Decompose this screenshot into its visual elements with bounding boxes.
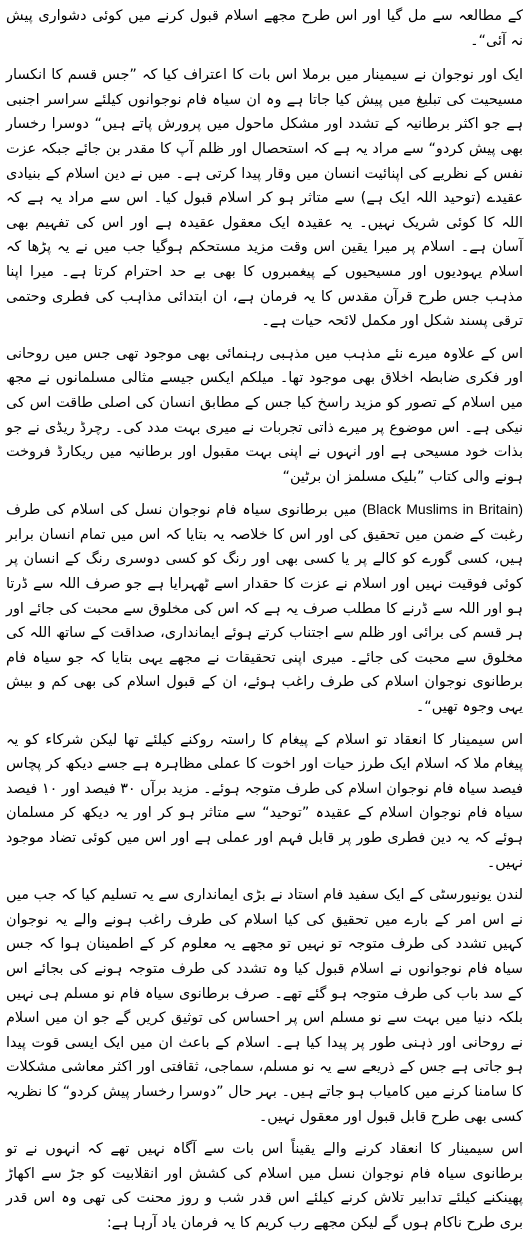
book-title-latin: (Black Muslims in Britain): [362, 501, 524, 518]
paragraph-book-reference: [6, 497, 523, 719]
paragraph-london-university: لندن یونیورسٹی کے ایک سفید فام استاد نے بڑی ایمانداری سے یہ تسلیم کیا کہ جب میں نے اس امر کے بارے میں تحقیق کی کیا اسلام کی طرف راغب ہونے والے یہ نوجوان کہیں تشدد کی طرف متوجہ تو نہیں تو مجھے یہ معلوم کر کے اطمینان ہوا کہ جس سیاہ فام نوجوانوں نے اسلام قبول کیا وہ تشدد کی طرف متوجہ ہونے کی بجائے اس کے سد باب کی طرف متوجہ ہو گئے تھے۔ صرف برطانوی سیاہ فام نو مسلم ہی نہیں بلکہ دنیا میں بہت سے نو مسلم اس پر احساس کی توثیق کریں گے جو ان میں اسلام نے روحانی اور ذہنی طور پر پیدا کیا ہے۔ اسلام کے باعث ان میں ایک ایسی قوت پیدا ہو جاتی ہے جس کے ذریعے سے یہ نو مسلم، سماجی، ثقافتی اور اکثر معاشی مشکلات کا سامنا کرنے میں کامیاب ہو جاتے ہیں۔ بہر حال ”دوسرا رخسار پیش کردو“ کا نظریہ کسی بھی طرح قابل قبول اور معقول نہیں۔: [6, 887, 523, 1125]
paragraph-seminar-organizers: اس سیمینار کا انعقاد کرنے والے یقیناً اس بات سے آگاہ نہیں تھے کہ انہوں نے تو برطانوی سیاہ فام نوجوان نسل میں اسلام کی کشش اور انقلابیت کو جڑ سے اکھاڑ پھینکنے کیلئے تدابیر تلاش کرنے کیلئے اس قدر شب و روز محنت کی تھی وہ اس قدر بری طرح ناکام ہوں گے لیکن مجھے رب کریم کا یہ فرمان یاد آرہا ہے:: [6, 1141, 523, 1231]
paragraph-research-text: میں برطانوی سیاہ فام نوجوان نسل کی اسلام کی طرف رغبت کے ضمن میں تحقیق کی اور اس کا خلاصہ یہ بتایا کہ اس میں تمام انسان برابر ہیں، کسی گورے کو کالے پر یا کسی بھی اور رنگ کو کسی دوسری رنگ کے انسان پر کوئی فوقیت نہیں اور اسلام نے عزت کا حقدار اسے ٹھہرایا ہے جو صرف اللہ سے ڈرتا ہو اور اللہ سے ڈرنے کا مطلب صرف یہ ہے کہ اس کی مخلوق سے محبت کی جائے اور ہر قسم کی برائی اور ظلم سے اجتناب کرتے ہوئے ایمانداری، صداقت کے ساتھ اللہ کی مخلوق سے محبت کی جائے۔ میری اپنی تحقیقات نے مجھے یہی بتایا کہ جو سیاہ فام برطانوی نوجوان اسلام کی طرف راغب ہوئے، ان کے قبول اسلام کی بھی کم و بیش یہی وجوہ تھیں“۔: [6, 502, 523, 716]
paragraph-intro-ending: کے مطالعہ سے مل گیا اور اس طرح مجھے اسلام قبول کرنے میں کوئی دشواری پیش نہ آئی“۔: [6, 8, 523, 49]
paragraph-young-man-testimony: ایک اور نوجوان نے سیمینار میں برملا اس بات کا اعتراف کیا کہ ”جس قسم کا انکسار مسیحیت کی تبلیغ میں پیش کیا جاتا ہے وہ ان سیاہ فام نوجوانوں کیلئے سراسر اجنبی ہے جو اکثر برطانیہ کے تشدد اور مشکل ماحول میں پرورش پاتے ہیں“ دوسرا رخسار بھی پیش کردو“ سے مراد یہ ہے کہ استحصال اور ظلم آپ کا مقدر بن جائے جبکہ عزت نفس کے نظریے کی اپنائیت انسان میں وقار پیدا کرتی ہے۔ میں نے دین اسلام کے بنیادی عقیدے (توحید اللہ ایک ہے) سے متاثر ہو کر اسلام قبول کیا۔ اس سے مراد یہ ہے کہ اللہ کا کوئی شریک نہیں۔ یہ عقیدہ ایک معقول عقیدہ ہے اور اس کی تفہیم بھی آسان ہے۔ اسلام پر میرا یقین اس وقت مزید مستحکم ہوگیا جب میں نے یہ پڑھا کہ اسلام یہودیوں اور مسیحیوں کے پیغمبروں کا بھی بے حد احترام کرتا ہے۔ میرا اپنا مذہب جس طرح قرآن مقدس کا یہ فرمان ہے، ان ابتدائی مذاہب کی فطری وحتمی ترقی پسند شکل اور مکمل لائحہ حیات ہے۔: [6, 67, 523, 330]
paragraph-seminar-outcome: اس سیمینار کا انعقاد تو اسلام کے پیغام کا راستہ روکنے کیلئے تھا لیکن شرکاء کو یہ پیغام ملا کہ اسلام ایک طرز حیات اور اخوت کا عملی مظاہرہ ہے جسے دیکھ کر پچاس فیصد سیاہ فام نوجوان اسلام کی طرف متوجہ ہوئے۔ مزید برآں ۳۰ فیصد اور ۱۰ فیصد سیاہ فام نوجوان اسلام کے عقیدہ ”توحید“ سے متاثر ہو کر اور یہ دیکھ کر مسلمان ہوئے کہ یہ دین فطری طور پر قابل فہم اور عملی ہے اور اس میں کوئی تضاد موجود نہیں۔: [6, 731, 523, 871]
paragraph-religious-guidance: اس کے علاوہ میرے نئے مذہب میں مذہبی رہنمائی بھی موجود تھی جس میں روحانی اور فکری ضابطہ اخلاق بھی موجود تھا۔ میلکم ایکس جیسے مثالی مسلمانوں نے مجھ میں اسلام کے تصور کو مزید راسخ کیا جس کے مطابق انسان کی اصلی طاقت اس کی نیکی ہے۔ اس موضوع پر میرے ذاتی تجربات نے میری بہت مدد کی۔ رچرڈ ریڈی نے جو بذات خود مسیحی ہے اور انہوں نے اپنی بہت مقبول اور برطانیہ میں ریکارڈ فروخت ہونے والی کتاب ”بلیک مسلمز ان برٹین“: [6, 345, 523, 485]
